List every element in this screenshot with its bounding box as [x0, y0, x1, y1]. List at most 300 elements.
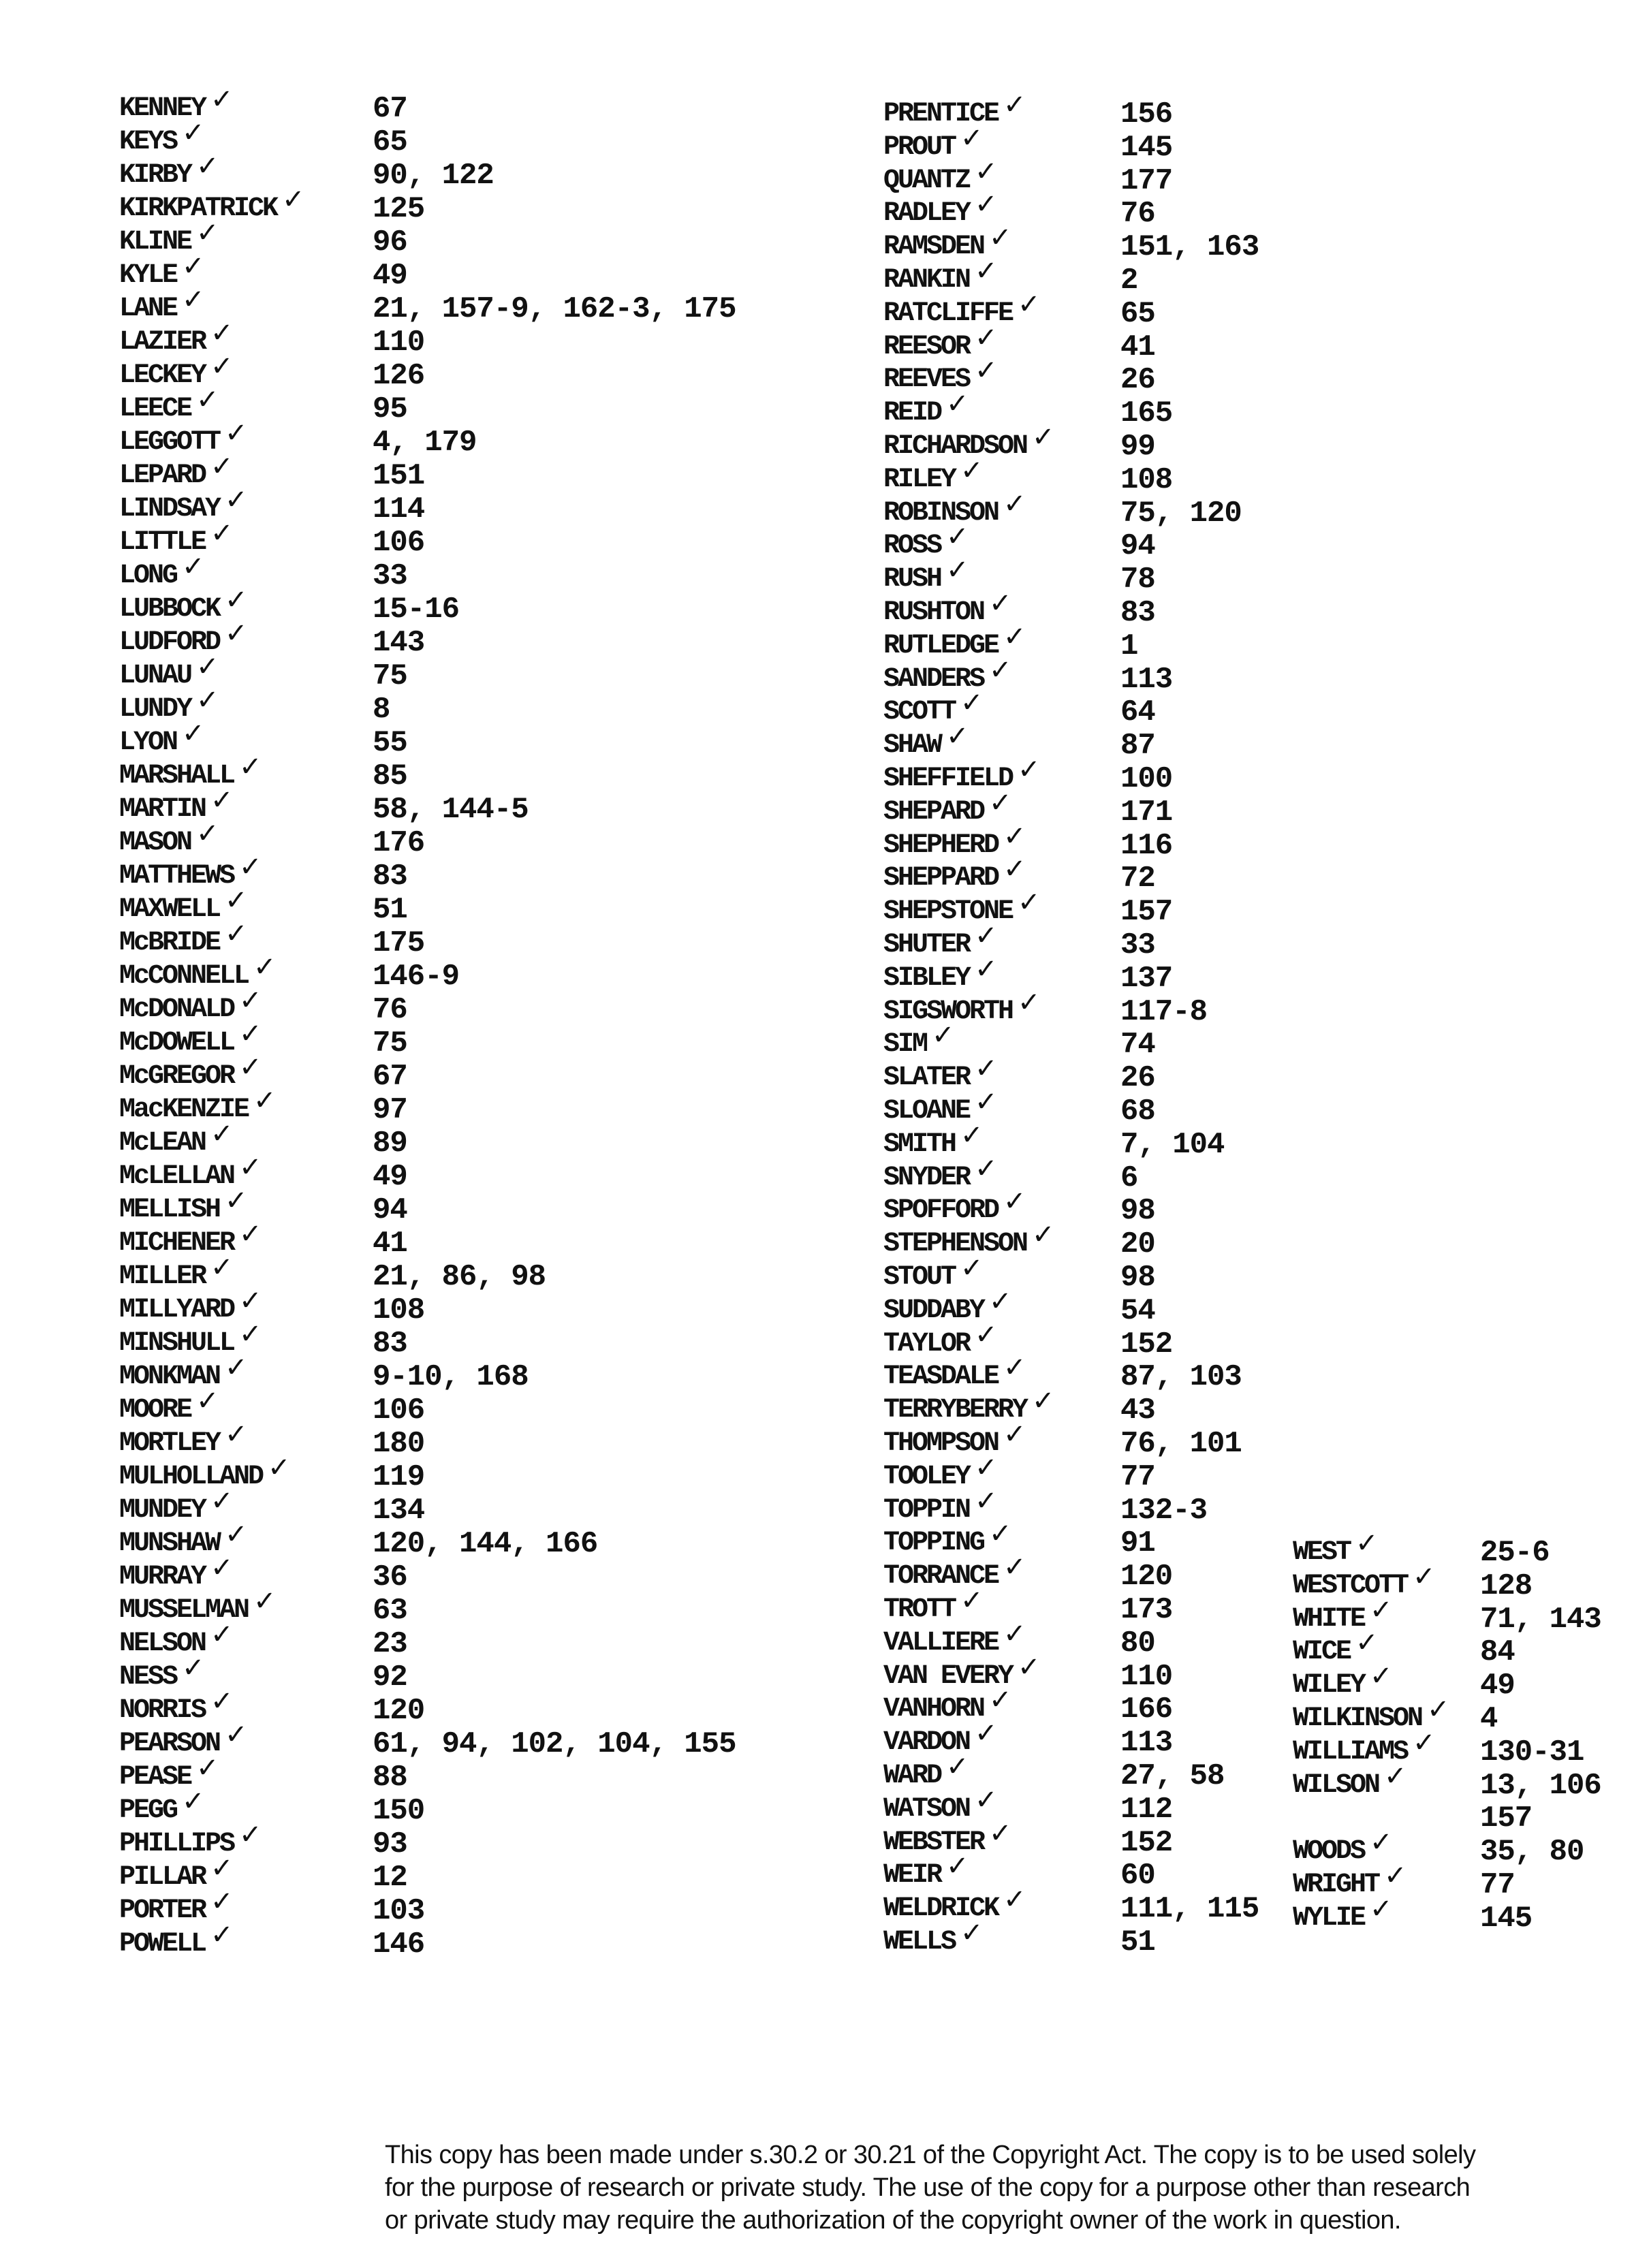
check-mark-icon: ✓: [210, 84, 234, 115]
entry-page-numbers: 2: [1120, 264, 1138, 298]
entry-page-numbers: 4, 179: [373, 426, 477, 460]
entry-surname: REEVES: [883, 364, 970, 395]
check-mark-icon: ✓: [960, 687, 984, 719]
entry-surname: MUNSHAW: [119, 1528, 220, 1559]
entry-page-numbers: 146-9: [373, 960, 460, 994]
check-mark-icon: ✓: [182, 718, 205, 749]
copyright-notice: [385, 2139, 1611, 2237]
entry-surname: POWELL: [119, 1929, 206, 1959]
entry-page-numbers: 87: [1120, 729, 1155, 763]
entry-page-numbers: 67: [373, 92, 407, 126]
entry-page-numbers: 111, 115: [1120, 1892, 1259, 1926]
check-mark-icon: ✓: [210, 518, 234, 549]
entry-surname: SHEPSTONE: [883, 896, 1013, 927]
entry-page-numbers: 33: [1120, 928, 1155, 962]
check-mark-icon: ✓: [989, 787, 1012, 819]
entry-page-numbers: 1: [1120, 629, 1138, 663]
entry-surname: SCOTT: [883, 697, 956, 727]
entry-surname: SIGSWORTH: [883, 996, 1013, 1027]
check-mark-icon: ✓: [239, 1152, 262, 1183]
entry-surname: RADLEY: [883, 198, 970, 229]
entry-surname: RANKIN: [883, 265, 970, 296]
entry-surname: NESS: [119, 1662, 177, 1692]
entry-page-numbers: 92: [373, 1660, 407, 1695]
check-mark-icon: ✓: [975, 1452, 998, 1483]
entry-surname: LONG: [119, 561, 177, 591]
entry-page-numbers: 166: [1120, 1692, 1173, 1727]
entry-surname: RAMSDEN: [883, 232, 984, 262]
check-mark-icon: ✓: [1018, 289, 1041, 320]
entry-surname: WESTCOTT: [1293, 1571, 1408, 1601]
entry-surname: SIBLEY: [883, 963, 970, 994]
entry-surname: SHEPARD: [883, 797, 984, 828]
entry-page-numbers: 74: [1120, 1028, 1155, 1062]
entry-surname: SLATER: [883, 1062, 970, 1093]
entry-surname: LEGGOTT: [119, 427, 220, 458]
entry-surname: PEASE: [119, 1762, 191, 1793]
entry-surname: SLOANE: [883, 1096, 970, 1127]
check-mark-icon: ✓: [975, 1718, 998, 1749]
entry-surname: MacKENZIE: [119, 1094, 249, 1125]
check-mark-icon: ✓: [946, 554, 969, 586]
check-mark-icon: ✓: [975, 189, 998, 220]
check-mark-icon: ✓: [239, 1819, 262, 1850]
entry-surname: TOOLEY: [883, 1462, 970, 1492]
check-mark-icon: ✓: [975, 156, 998, 187]
entry-page-numbers: 108: [373, 1293, 425, 1327]
entry-page-numbers: 143: [373, 626, 425, 660]
entry-page-numbers: 152: [1120, 1327, 1173, 1361]
entry-page-numbers: 65: [373, 125, 407, 159]
entry-surname: PHILLIPS: [119, 1829, 234, 1859]
entry-surname: LYON: [119, 727, 177, 758]
entry-page-numbers: 106: [373, 1393, 425, 1428]
check-mark-icon: ✓: [182, 1786, 205, 1817]
entry-surname: WHITE: [1293, 1604, 1365, 1635]
entry-page-numbers: 130-31: [1480, 1735, 1584, 1769]
entry-page-numbers: 71, 143: [1480, 1603, 1601, 1637]
check-mark-icon: ✓: [253, 1586, 277, 1617]
entry-surname: RICHARDSON: [883, 431, 1027, 462]
check-mark-icon: ✓: [975, 1153, 998, 1184]
entry-surname: LINDSAY: [119, 494, 220, 524]
check-mark-icon: ✓: [1370, 1660, 1393, 1692]
check-mark-icon: ✓: [196, 684, 219, 716]
entry-surname: SHEPPARD: [883, 863, 999, 894]
check-mark-icon: ✓: [1355, 1627, 1379, 1658]
entry-page-numbers: 94: [373, 1193, 407, 1227]
entry-surname: MELLISH: [119, 1195, 220, 1225]
check-mark-icon: ✓: [1003, 1186, 1026, 1217]
entry-surname: TERRYBERRY: [883, 1395, 1027, 1426]
entry-surname: STOUT: [883, 1262, 956, 1293]
entry-page-numbers: 151, 163: [1120, 230, 1259, 264]
check-mark-icon: ✓: [946, 388, 969, 420]
entry-page-numbers: 156: [1120, 97, 1173, 131]
entry-page-numbers: 125: [373, 192, 425, 226]
entry-page-numbers: 106: [373, 526, 425, 560]
check-mark-icon: ✓: [1003, 89, 1026, 121]
check-mark-icon: ✓: [196, 217, 219, 249]
check-mark-icon: ✓: [253, 951, 277, 983]
entry-page-numbers: 93: [373, 1827, 407, 1861]
entry-page-numbers: 72: [1120, 862, 1155, 896]
entry-page-numbers: 96: [373, 225, 407, 259]
entry-surname: WICE: [1293, 1637, 1351, 1667]
check-mark-icon: ✓: [989, 1286, 1012, 1317]
check-mark-icon: ✓: [1032, 1219, 1055, 1250]
check-mark-icon: ✓: [225, 1185, 248, 1216]
check-mark-icon: ✓: [1003, 1352, 1026, 1383]
check-mark-icon: ✓: [196, 1752, 219, 1784]
entry-surname: SUDDABY: [883, 1295, 984, 1326]
entry-page-numbers: 78: [1120, 563, 1155, 597]
entry-page-numbers: 99: [1120, 430, 1155, 464]
entry-surname: LITTLE: [119, 527, 206, 558]
check-mark-icon: ✓: [182, 1652, 205, 1684]
entry-surname: MAXWELL: [119, 894, 220, 925]
entry-page-numbers: 94: [1120, 529, 1155, 563]
check-mark-icon: ✓: [239, 1285, 262, 1317]
entry-page-numbers: 64: [1120, 695, 1155, 729]
entry-surname: PEARSON: [119, 1729, 220, 1759]
check-mark-icon: ✓: [960, 1585, 984, 1616]
check-mark-icon: ✓: [1384, 1860, 1407, 1891]
check-mark-icon: ✓: [210, 785, 234, 816]
entry-surname: QUANTZ: [883, 166, 970, 196]
entry-page-numbers: 54: [1120, 1294, 1155, 1328]
entry-page-numbers: 165: [1120, 396, 1173, 430]
check-mark-icon: ✓: [225, 918, 248, 949]
entry-page-numbers: 120: [1120, 1560, 1173, 1594]
check-mark-icon: ✓: [1032, 1385, 1055, 1417]
check-mark-icon: ✓: [210, 1485, 234, 1517]
entry-page-numbers: 180: [373, 1427, 425, 1461]
entry-surname: McBRIDE: [119, 928, 220, 958]
entry-page-numbers: 84: [1480, 1635, 1515, 1669]
entry-surname: PEGG: [119, 1795, 177, 1826]
entry-page-numbers: 112: [1120, 1793, 1173, 1827]
entry-surname: THOMPSON: [883, 1428, 999, 1459]
entry-page-numbers: 60: [1120, 1859, 1155, 1893]
check-mark-icon: ✓: [196, 151, 219, 182]
entry-surname: ROBINSON: [883, 498, 999, 529]
entry-page-numbers: 7, 104: [1120, 1128, 1225, 1162]
entry-surname: VALLIERE: [883, 1628, 999, 1658]
entry-surname: MATTHEWS: [119, 861, 234, 892]
entry-page-numbers: 85: [373, 759, 407, 793]
check-mark-icon: ✓: [1018, 1652, 1041, 1683]
check-mark-icon: ✓: [210, 1552, 234, 1584]
entry-surname: SIM: [883, 1029, 927, 1060]
check-mark-icon: ✓: [210, 1853, 234, 1884]
check-mark-icon: ✓: [239, 985, 262, 1016]
check-mark-icon: ✓: [225, 1519, 248, 1550]
entry-page-numbers: 137: [1120, 962, 1173, 996]
entry-page-numbers: 26: [1120, 1061, 1155, 1095]
entry-surname: VANHORN: [883, 1694, 984, 1724]
entry-surname: SNYDER: [883, 1163, 970, 1193]
check-mark-icon: ✓: [182, 551, 205, 582]
entry-page-numbers: 83: [1120, 596, 1155, 630]
entry-surname: LUDFORD: [119, 627, 220, 658]
entry-page-numbers: 51: [373, 893, 407, 927]
entry-surname: MONKMAN: [119, 1361, 220, 1392]
entry-page-numbers: 49: [373, 259, 407, 293]
entry-page-numbers: 76, 101: [1120, 1427, 1242, 1461]
check-mark-icon: ✓: [975, 355, 998, 386]
entry-page-numbers: 126: [373, 359, 425, 393]
entry-page-numbers: 33: [373, 559, 407, 593]
check-mark-icon: ✓: [975, 255, 998, 287]
entry-surname: LUBBOCK: [119, 594, 220, 625]
entry-surname: PILLAR: [119, 1862, 206, 1893]
entry-page-numbers: 87, 103: [1120, 1360, 1242, 1394]
entry-surname: LUNAU: [119, 661, 191, 691]
entry-page-numbers: 117-8: [1120, 995, 1208, 1029]
entry-surname: McCONNELL: [119, 961, 249, 992]
entry-page-numbers: 61, 94, 102, 104, 155: [373, 1727, 736, 1761]
check-mark-icon: ✓: [946, 721, 969, 752]
entry-page-numbers: 36: [373, 1560, 407, 1594]
entry-page-numbers: 171: [1120, 796, 1173, 830]
entry-page-numbers: 67: [373, 1060, 407, 1094]
entry-page-numbers: 110: [1120, 1660, 1173, 1694]
entry-page-numbers: 98: [1120, 1194, 1155, 1228]
entry-surname: STEPHENSON: [883, 1229, 1027, 1259]
entry-surname: MUSSELMAN: [119, 1595, 249, 1626]
entry-page-numbers: 8: [373, 693, 390, 727]
entry-page-numbers: 12: [373, 1861, 407, 1895]
entry-surname: REID: [883, 398, 941, 428]
entry-page-numbers: 13, 106: [1480, 1769, 1601, 1803]
entry-page-numbers: 113: [1120, 1726, 1173, 1760]
check-mark-icon: ✓: [225, 1419, 248, 1450]
check-mark-icon: ✓: [225, 618, 248, 649]
entry-surname: WATSON: [883, 1794, 970, 1825]
check-mark-icon: ✓: [946, 1850, 969, 1882]
entry-surname: LUNDY: [119, 694, 191, 725]
check-mark-icon: ✓: [989, 1518, 1012, 1549]
entry-page-numbers: 119: [373, 1460, 425, 1494]
entry-surname: NELSON: [119, 1628, 206, 1659]
entry-page-numbers: 91: [1120, 1526, 1155, 1560]
entry-page-numbers: 26: [1120, 363, 1155, 397]
entry-page-numbers: 58, 144-5: [373, 793, 529, 827]
check-mark-icon: ✓: [1370, 1827, 1393, 1858]
check-mark-icon: ✓: [989, 222, 1012, 253]
entry-surname: McLELLAN: [119, 1161, 234, 1192]
entry-page-numbers: 100: [1120, 762, 1173, 796]
check-mark-icon: ✓: [1427, 1694, 1450, 1725]
check-mark-icon: ✓: [239, 1218, 262, 1250]
entry-page-numbers: 68: [1120, 1094, 1155, 1129]
entry-page-numbers: 6: [1120, 1161, 1138, 1195]
entry-surname: KIRBY: [119, 160, 191, 191]
check-mark-icon: ✓: [946, 521, 969, 552]
entry-page-numbers: 113: [1120, 663, 1173, 697]
entry-surname: SMITH: [883, 1129, 956, 1160]
entry-page-numbers: 151: [373, 459, 425, 493]
check-mark-icon: ✓: [1413, 1727, 1436, 1759]
check-mark-icon: ✓: [1018, 887, 1041, 918]
entry-page-numbers: 145: [1480, 1902, 1533, 1936]
entry-surname: WEBSTER: [883, 1827, 984, 1858]
entry-page-numbers: 77: [1480, 1868, 1515, 1902]
entry-page-numbers: 175: [373, 926, 425, 960]
entry-page-numbers: 80: [1120, 1626, 1155, 1660]
check-mark-icon: ✓: [210, 351, 234, 382]
entry-page-numbers: 75, 120: [1120, 497, 1242, 531]
entry-page-numbers: 21, 86, 98: [373, 1260, 546, 1294]
entry-surname: MOORE: [119, 1395, 191, 1426]
entry-page-numbers: 55: [373, 726, 407, 760]
check-mark-icon: ✓: [932, 1020, 955, 1051]
entry-page-numbers: 51: [1120, 1925, 1155, 1959]
check-mark-icon: ✓: [989, 655, 1012, 686]
entry-surname: RATCLIFFE: [883, 298, 1013, 329]
entry-surname: LANE: [119, 294, 177, 324]
entry-surname: KLINE: [119, 227, 191, 257]
entry-surname: SHEPHERD: [883, 830, 999, 861]
check-mark-icon: ✓: [210, 1619, 234, 1650]
entry-surname: RUTLEDGE: [883, 631, 999, 661]
check-mark-icon: ✓: [975, 1485, 998, 1517]
entry-surname: LAZIER: [119, 327, 206, 358]
check-mark-icon: ✓: [1018, 754, 1041, 785]
entry-surname: LECKEY: [119, 360, 206, 391]
entry-page-numbers: 49: [373, 1160, 407, 1194]
check-mark-icon: ✓: [1413, 1561, 1436, 1592]
entry-surname: McLEAN: [119, 1128, 206, 1159]
entry-surname: SHAW: [883, 730, 941, 761]
entry-page-numbers: 23: [373, 1627, 407, 1661]
entry-page-numbers: 128: [1480, 1569, 1533, 1603]
entry-page-numbers: 95: [373, 392, 407, 426]
check-mark-icon: ✓: [225, 885, 248, 916]
entry-page-numbers: 35, 80: [1480, 1835, 1584, 1869]
entry-surname: TOPPIN: [883, 1495, 970, 1526]
entry-page-numbers: 75: [373, 1026, 407, 1060]
check-mark-icon: ✓: [989, 588, 1012, 619]
check-mark-icon: ✓: [1370, 1893, 1393, 1925]
check-mark-icon: ✓: [1003, 821, 1026, 852]
entry-page-numbers: 145: [1120, 131, 1173, 165]
entry-page-numbers: 27, 58: [1120, 1759, 1225, 1793]
entry-surname: WILSON: [1293, 1770, 1379, 1801]
entry-page-numbers: 116: [1120, 829, 1173, 863]
check-mark-icon: ✓: [960, 1253, 984, 1284]
check-mark-icon: ✓: [1384, 1761, 1407, 1792]
entry-surname: McDONALD: [119, 994, 234, 1025]
entry-page-numbers: 120: [373, 1694, 425, 1728]
check-mark-icon: ✓: [225, 1352, 248, 1383]
entry-page-numbers: 146: [373, 1927, 425, 1962]
entry-surname: MINSHULL: [119, 1328, 234, 1359]
entry-page-numbers: 41: [373, 1227, 407, 1261]
entry-surname: WILEY: [1293, 1670, 1365, 1701]
entry-page-numbers: 20: [1120, 1227, 1155, 1261]
check-mark-icon: ✓: [210, 317, 234, 349]
check-mark-icon: ✓: [225, 418, 248, 449]
check-mark-icon: ✓: [239, 1018, 262, 1050]
entry-surname: RILEY: [883, 464, 956, 495]
entry-surname: MORTLEY: [119, 1428, 220, 1459]
entry-surname: MARSHALL: [119, 761, 234, 791]
check-mark-icon: ✓: [182, 284, 205, 315]
entry-surname: WEIR: [883, 1860, 941, 1891]
entry-surname: ROSS: [883, 531, 941, 561]
check-mark-icon: ✓: [989, 1684, 1012, 1716]
check-mark-icon: ✓: [239, 1319, 262, 1350]
check-mark-icon: ✓: [960, 455, 984, 486]
entry-page-numbers: 63: [373, 1594, 407, 1628]
entry-surname: SANDERS: [883, 664, 984, 695]
entry-surname: MASON: [119, 828, 191, 858]
entry-page-numbers: 21, 157-9, 162-3, 175: [373, 292, 736, 326]
entry-page-numbers: 65: [1120, 297, 1155, 331]
entry-page-numbers: 132-3: [1120, 1494, 1208, 1528]
check-mark-icon: ✓: [1003, 1552, 1026, 1583]
check-mark-icon: ✓: [268, 1452, 291, 1483]
entry-page-numbers: 98: [1120, 1261, 1155, 1295]
entry-surname: RUSHTON: [883, 597, 984, 628]
entry-page-numbers: 25-6: [1480, 1536, 1550, 1570]
entry-page-numbers: 4: [1480, 1702, 1498, 1736]
entry-page-numbers: 176: [373, 826, 425, 860]
check-mark-icon: ✓: [960, 1917, 984, 1949]
check-mark-icon: ✓: [1003, 488, 1026, 520]
entry-surname: PRENTICE: [883, 99, 999, 129]
check-mark-icon: ✓: [210, 1886, 234, 1917]
entry-page-numbers: 89: [373, 1127, 407, 1161]
check-mark-icon: ✓: [960, 1120, 984, 1151]
copyright-notice-line: This copy has been made under s.30.2 or 30.21 of the Copyright Act. The copy is to be used solely: [385, 2141, 1476, 2169]
entry-page-numbers: 114: [373, 492, 425, 526]
check-mark-icon: ✓: [210, 1252, 234, 1283]
entry-surname: WELLS: [883, 1927, 956, 1957]
entry-surname: PORTER: [119, 1895, 206, 1926]
entry-page-numbers: 108: [1120, 463, 1173, 497]
entry-surname: LEPARD: [119, 460, 206, 491]
entry-surname: TOPPING: [883, 1528, 984, 1558]
entry-page-numbers: 134: [373, 1494, 425, 1528]
entry-surname: SHEFFIELD: [883, 763, 1013, 794]
check-mark-icon: ✓: [196, 651, 219, 682]
check-mark-icon: ✓: [239, 1052, 262, 1083]
copyright-notice-line: or private study may require the authorization of the copyright owner of the work in question.: [385, 2206, 1401, 2235]
entry-page-numbers: 83: [373, 860, 407, 894]
check-mark-icon: ✓: [946, 1751, 969, 1782]
entry-page-numbers: 88: [373, 1761, 407, 1795]
entry-surname: TEASDALE: [883, 1361, 999, 1392]
entry-surname: KEYS: [119, 127, 177, 157]
check-mark-icon: ✓: [282, 184, 305, 215]
entry-surname: WELDRICK: [883, 1893, 999, 1924]
entry-page-numbers: 157: [1480, 1801, 1533, 1836]
entry-page-numbers: 150: [373, 1794, 425, 1828]
entry-page-numbers: 152: [1120, 1826, 1173, 1860]
entry-surname: MILLYARD: [119, 1295, 234, 1325]
entry-page-numbers: 9-10, 168: [373, 1360, 529, 1394]
entry-surname: LEECE: [119, 394, 191, 424]
check-mark-icon: ✓: [225, 484, 248, 516]
entry-surname: REESOR: [883, 332, 970, 362]
check-mark-icon: ✓: [196, 384, 219, 415]
entry-surname: TORRANCE: [883, 1561, 999, 1592]
entry-surname: PROUT: [883, 132, 956, 163]
entry-surname: McDOWELL: [119, 1028, 234, 1058]
